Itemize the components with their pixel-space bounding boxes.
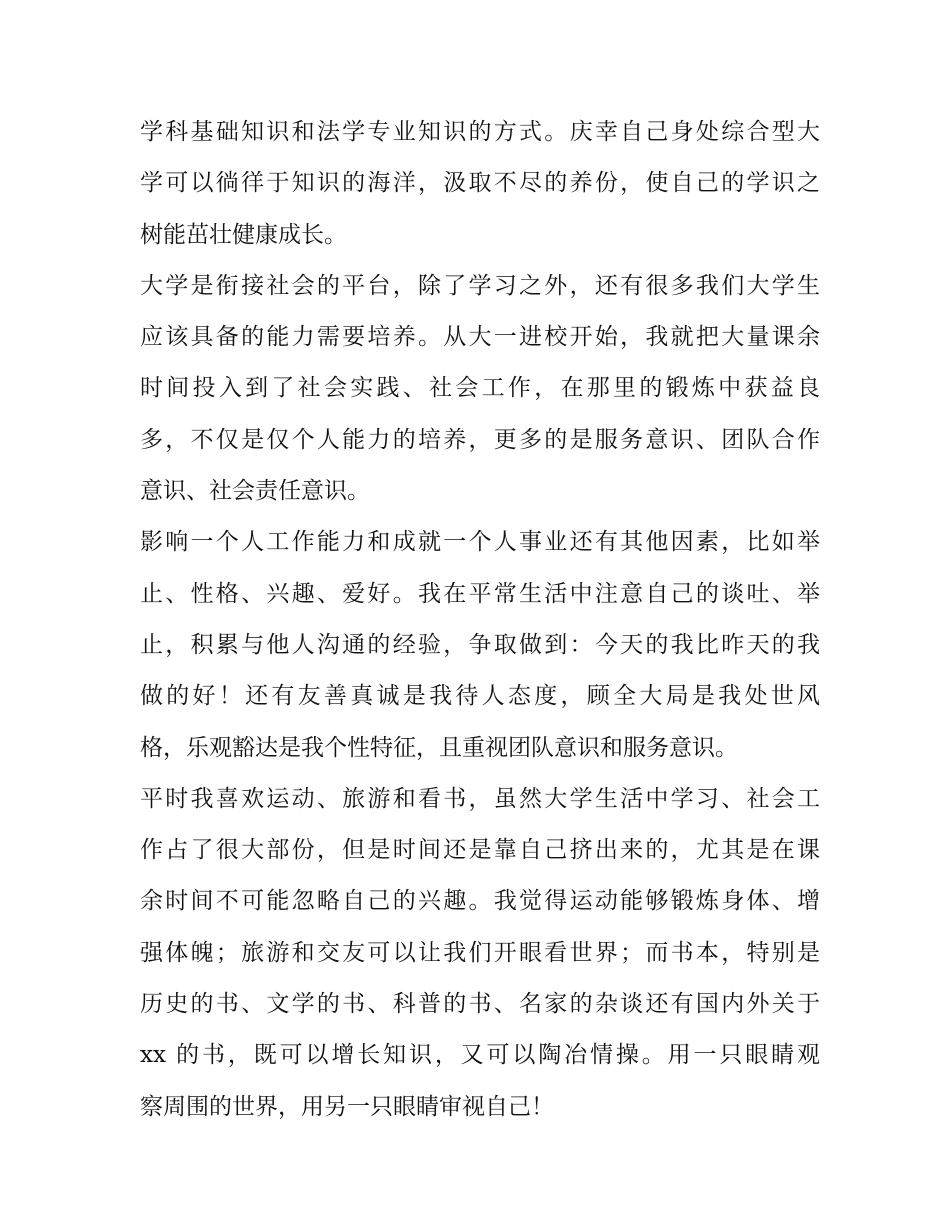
text-line: 察周围的世界，用另一只眼睛审视自己！	[140, 1093, 554, 1120]
text-line: 时间投入到了社会实践、社会工作，在那里的锻炼中获益良	[140, 375, 820, 402]
text-line: 大学是衔接社会的平台，除了学习之外，还有很多我们大学生	[140, 272, 820, 299]
text-line: 余时间不可能忽略自己的兴趣。我觉得运动能够锻炼身体、增	[140, 888, 820, 915]
paragraph-4	[140, 774, 820, 1133]
text-line: 平时我喜欢运动、旅游和看书，虽然大学生活中学习、社会工	[140, 785, 820, 812]
paragraph-3	[140, 517, 820, 773]
text-line: 止、性格、兴趣、爱好。我在平常生活中注意自己的谈吐、举	[140, 580, 820, 607]
text-line: 作占了很大部份，但是时间还是靠自己挤出来的，尤其是在课	[140, 837, 820, 864]
text-line: 格，乐观豁达是我个性特征，且重视团队意识和服务意识。	[140, 734, 738, 761]
paragraph-1	[140, 107, 820, 261]
text-line: 多，不仅是仅个人能力的培养，更多的是服务意识、团队合作	[140, 426, 820, 453]
text-line: 历史的书、文学的书、科普的书、名家的杂谈还有国内外关于	[140, 991, 820, 1018]
text-line: 强体魄；旅游和交友可以让我们开眼看世界；而书本，特别是	[140, 939, 820, 966]
text-line: 止，积累与他人沟通的经验，争取做到：今天的我比昨天的我	[140, 631, 820, 658]
text-line: 应该具备的能力需要培养。从大一进校开始，我就把大量课余	[140, 324, 820, 351]
paragraph-2	[140, 261, 820, 517]
text-line: 意识、社会责任意识。	[140, 478, 370, 505]
text-line: 树能茁壮健康成长。	[140, 221, 347, 248]
text-line: xx 的书，既可以增长知识，又可以陶冶情操。用一只眼睛观	[140, 1042, 820, 1069]
document-body	[140, 107, 820, 1133]
text-line: 学科基础知识和法学专业知识的方式。庆幸自己身处综合型大	[140, 119, 820, 145]
text-line: 做的好！还有友善真诚是我待人态度，顾全大局是我处世风	[140, 683, 820, 710]
text-line: 影响一个人工作能力和成就一个人事业还有其他因素，比如举	[140, 529, 820, 556]
text-line: 学可以徜徉于知识的海洋，汲取不尽的养份，使自己的学识之	[140, 170, 820, 197]
